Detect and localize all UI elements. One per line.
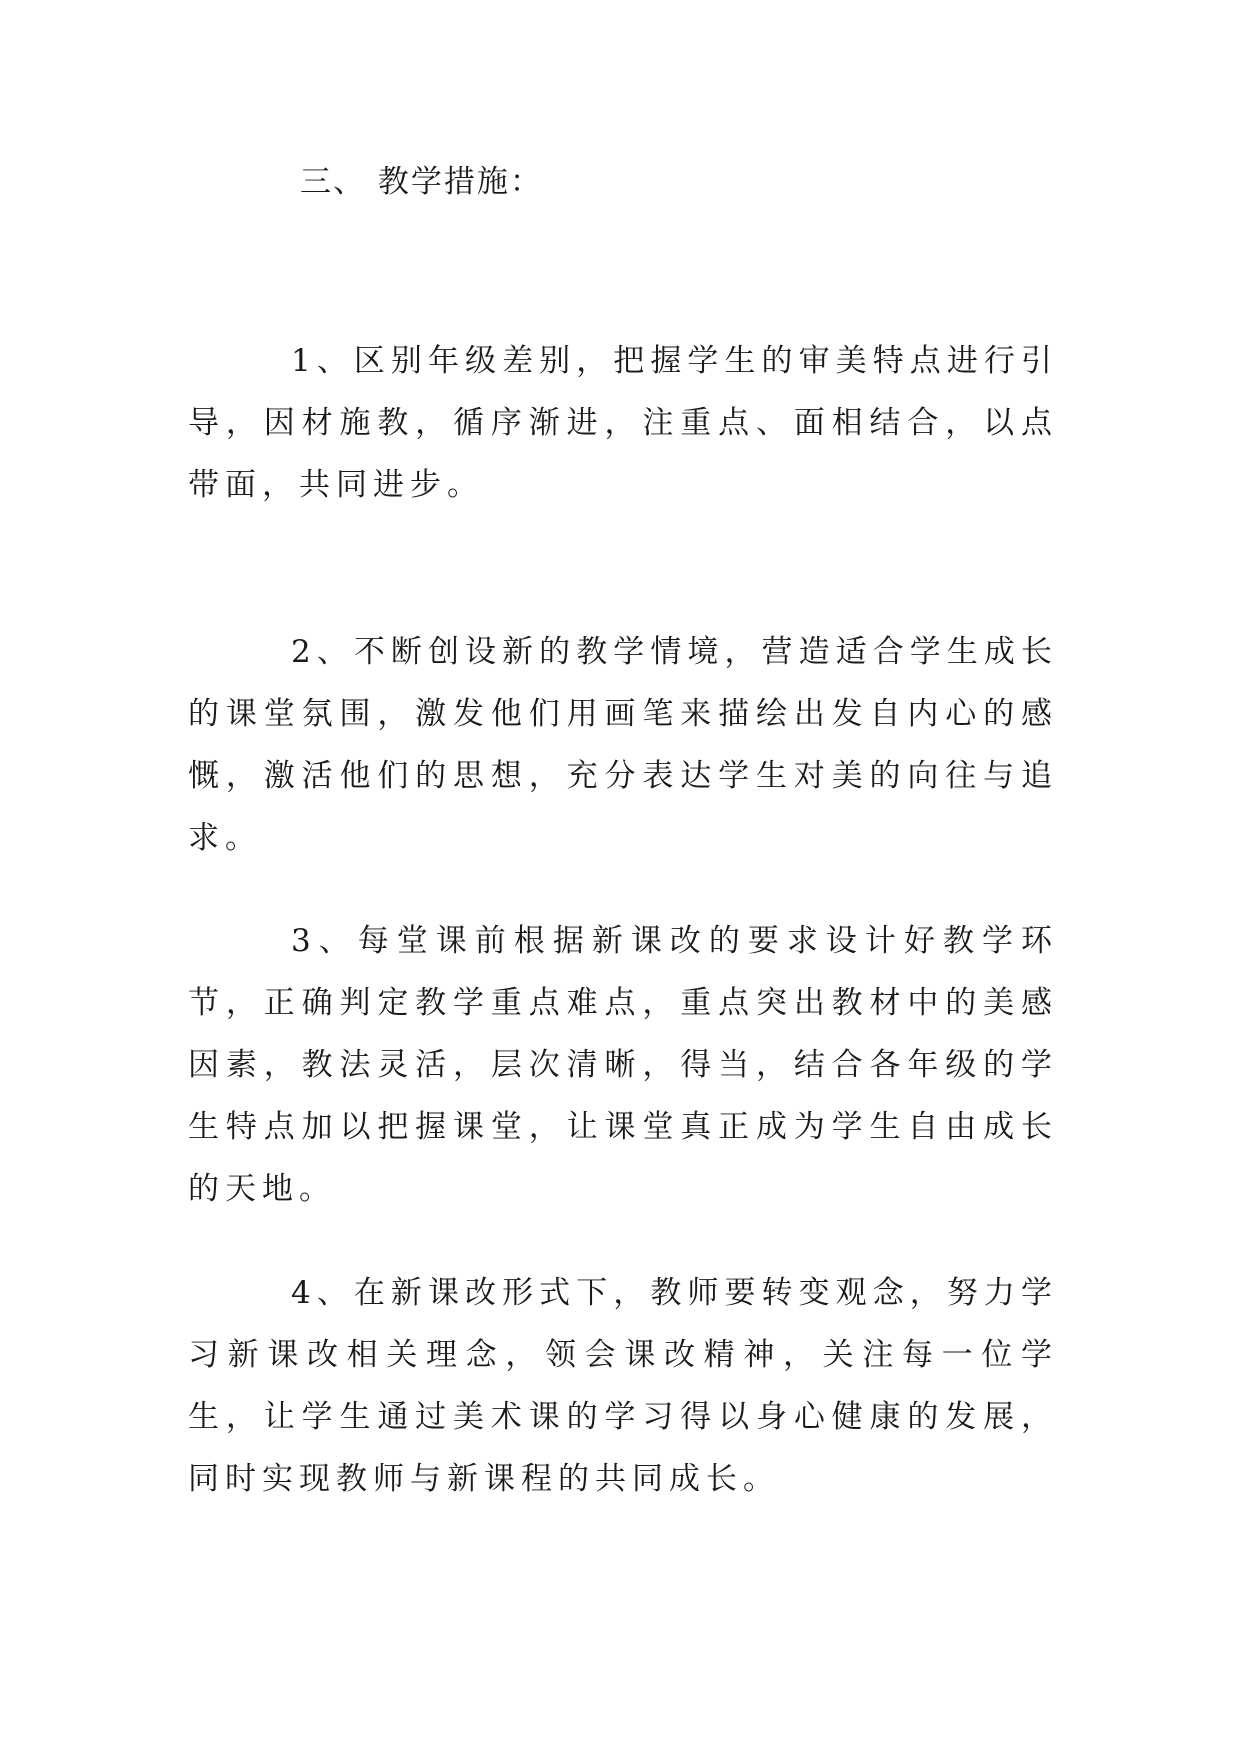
paragraph-2: 2、不断创设新的教学情境，营造适合学生成长的课堂氛围，激发他们用画笔来描绘出发自内心的感慨，激活他们的思想，充分表达学生对美的向往与追求。 <box>188 634 1058 856</box>
paragraph-1: 1、区别年级差别，把握学生的审美特点进行引导，因材施教，循序渐进，注重点、面相结合，以点带面，共同进步。 <box>188 343 1058 503</box>
section-heading: 三、 教学措施： <box>300 164 543 200</box>
paragraph-3: 3、每堂课前根据新课改的要求设计好教学环节，正确判定教学重点难点，重点突出教材中的美感因素，教法灵活，层次清晰，得当，结合各年级的学生特点加以把握课堂，让课堂真正成为学生自由成长的天地。 <box>188 923 1058 1207</box>
paragraph-4: 4、在新课改形式下，教师要转变观念，努力学习新课改相关理念，领会课改精神，关注每一位学生，让学生通过美术课的学习得以身心健康的发展，同时实现教师与新课程的共同成长。 <box>188 1275 1058 1497</box>
